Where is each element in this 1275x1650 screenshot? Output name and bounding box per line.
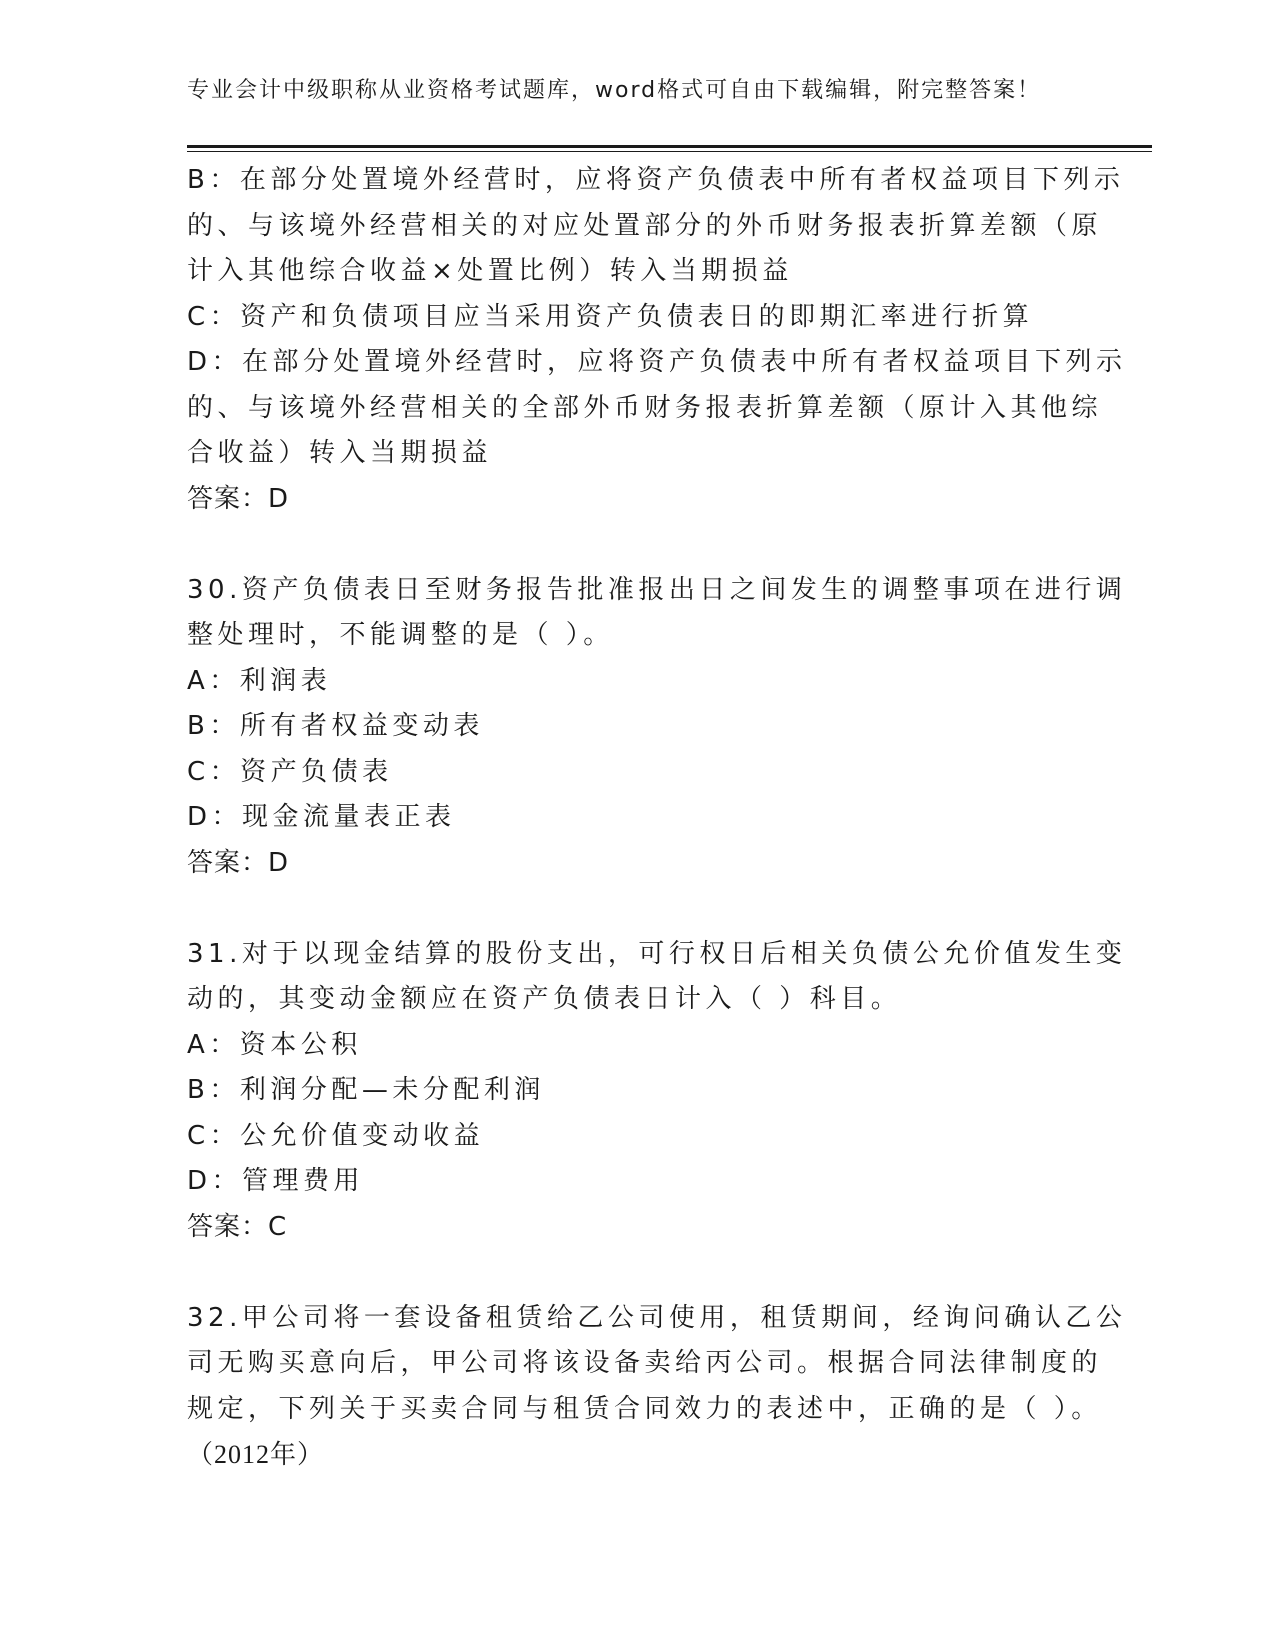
question-stem-line-1: 30.资产负债表日至财务报告批准报出日之间发生的调整事项在进行调 xyxy=(187,574,1127,605)
header-rule-thick xyxy=(187,145,1152,148)
answer: 答案：D xyxy=(187,847,290,878)
option-d-line-1: D：在部分处置境外经营时，应将资产负债表中所有者权益项目下列示 xyxy=(187,347,1127,377)
option-b: B：利润分配—未分配利润 xyxy=(187,1075,545,1105)
question-stem-line-3: 规定，下列关于买卖合同与租赁合同效力的表述中，正确的是（ ）。 xyxy=(187,1393,1102,1424)
header-rule-thin xyxy=(187,151,1152,152)
option-c: C：资产和负债项目应当采用资产负债表日的即期汇率进行折算 xyxy=(187,301,1034,332)
option-c: C：资产负债表 xyxy=(187,756,393,787)
option-d-line-2: 的、与该境外经营相关的全部外币财务报表折算差额（原计入其他综 xyxy=(187,392,1103,423)
question-31 xyxy=(187,932,1127,1251)
spacer xyxy=(187,1250,1067,1296)
document-body xyxy=(187,158,1127,1478)
question-year: （2012年） xyxy=(187,1440,325,1469)
spacer xyxy=(187,886,1067,932)
option-b-line-2: 的、与该境外经营相关的对应处置部分的外币财务报表折算差额（原 xyxy=(187,210,1103,241)
option-a: A：利润表 xyxy=(187,665,332,696)
question-stem-line-1: 32.甲公司将一套设备租赁给乙公司使用，租赁期间，经询问确认乙公 xyxy=(187,1302,1127,1333)
question-stem-line-2: 司无购买意向后，甲公司将该设备卖给丙公司。根据合同法律制度的 xyxy=(187,1348,1103,1378)
question-stem-line-2: 动的，其变动金额应在资产负债表日计入（ ）科目。 xyxy=(187,984,902,1014)
option-c: C：公允价值变动收益 xyxy=(187,1120,485,1151)
answer: 答案：D xyxy=(187,483,290,514)
spacer xyxy=(187,522,1067,568)
question-32 xyxy=(187,1296,1127,1478)
option-b-line-3: 计入其他综合收益×处置比例）转入当期损益 xyxy=(187,256,793,286)
answer: 答案：C xyxy=(187,1211,288,1242)
page-header: 专业会计中级职称从业资格考试题库，word格式可自由下载编辑，附完整答案！ xyxy=(187,78,1042,103)
question-stem-line-2: 整处理时，不能调整的是（ ）。 xyxy=(187,620,614,650)
option-d: D：管理费用 xyxy=(187,1166,365,1196)
question-29-continued xyxy=(187,158,1127,522)
option-a: A：资本公积 xyxy=(187,1029,362,1060)
option-d: D：现金流量表正表 xyxy=(187,802,456,832)
option-b: B：所有者权益变动表 xyxy=(187,711,484,741)
question-stem-line-1: 31.对于以现金结算的股份支出，可行权日后相关负债公允价值发生变 xyxy=(187,938,1127,969)
question-30 xyxy=(187,568,1127,887)
option-d-line-3: 合收益）转入当期损益 xyxy=(187,438,493,468)
option-b-line-1: B：在部分处置境外经营时，应将资产负债表中所有者权益项目下列示 xyxy=(187,165,1125,195)
